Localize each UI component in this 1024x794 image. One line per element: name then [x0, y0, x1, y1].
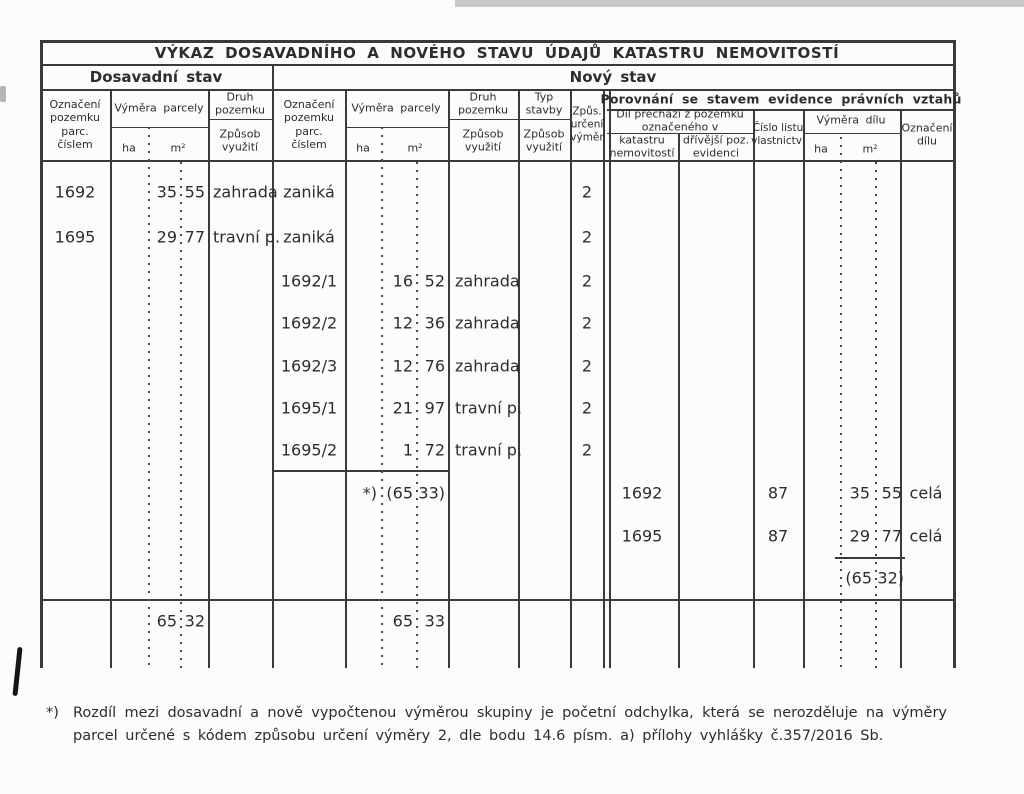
group-sum-m2-hi: (65	[386, 483, 413, 503]
comparison-section-title: Porovnání se stavem evidence právních vztahů	[600, 91, 962, 107]
old-area-dotted-line-1	[148, 127, 150, 668]
determination-method-value: 2	[581, 398, 593, 418]
part-area-m2-lo: 55	[881, 483, 902, 503]
comparison-sum-m2-lo: 32)	[877, 568, 904, 588]
old-parcel-number: 1695	[54, 227, 96, 247]
new-area-m2-hi: 12	[392, 313, 413, 333]
new-landtype-col-divider	[518, 89, 520, 668]
old-area-subdivider	[110, 127, 208, 128]
totals-divider	[40, 599, 956, 601]
part-id-value: celá	[909, 526, 943, 546]
new-area-header: Výměra parcely	[351, 101, 441, 115]
new-parcel-number: 1692/2	[280, 313, 338, 333]
part-id-header: Označení dílu	[901, 121, 953, 148]
new-parcel-col-divider	[345, 89, 347, 668]
new-area-m2-lo: 76	[424, 356, 445, 376]
new-state-section-title: Nový stav	[569, 68, 657, 86]
determination-method-value: 2	[581, 182, 593, 202]
new-parcel-id-header: Označení pozemku parc. číslem	[283, 98, 335, 152]
new-parcel-number: 1695/1	[280, 398, 338, 418]
new-total-m2-lo: 33	[424, 611, 445, 631]
table-right-border	[953, 40, 956, 668]
scan-edge-band	[455, 0, 1024, 7]
part-area-dotted-line-1	[840, 137, 842, 668]
part-from-header: Díl přechází z pozemku označeného v	[616, 107, 744, 134]
old-area-m2-hi: 35	[156, 182, 177, 202]
new-area-m2-hi: 12	[392, 356, 413, 376]
new-parcel-number: 1692/1	[280, 271, 338, 291]
determination-method-value: 2	[581, 440, 593, 460]
old-total-m2-hi: 65	[156, 611, 177, 631]
group-note-marker: *)	[362, 483, 377, 503]
ownership-sheet-value: 87	[767, 483, 789, 503]
cadastre-former-divider	[678, 133, 680, 668]
old-landtype-value: travní p.	[213, 227, 281, 247]
old-area-m2-header: m²	[170, 141, 186, 155]
scan-edge-mark	[0, 86, 6, 102]
cadastre-header: katastru nemovitostí	[609, 133, 675, 160]
new-buildingtype-col-divider	[570, 89, 572, 668]
comparison-cadastre-parcel: 1695	[621, 526, 663, 546]
new-parcel-number: 1692/3	[280, 356, 338, 376]
new-area-dotted-line-1	[381, 127, 383, 668]
old-area-m2-lo: 77	[184, 227, 205, 247]
old-state-section-title: Dosavadní stav	[89, 68, 223, 86]
new-area-m2-lo: 36	[424, 313, 445, 333]
new-area-m2-lo: 72	[424, 440, 445, 460]
new-section-right-border	[603, 89, 605, 668]
new-usage-header: Způsob využití	[462, 127, 504, 154]
new-area-m2-header: m²	[407, 141, 423, 155]
part-id-value: celá	[909, 483, 943, 503]
old-total-m2-lo: 32	[184, 611, 205, 631]
old-landtype-header: Druh pozemku	[215, 90, 265, 117]
new-group-divider	[273, 470, 448, 472]
form-title: VÝKAZ DOSAVADNÍHO A NOVÉHO STAVU ÚDAJŮ KATASTRU NEMOVITOSTÍ	[154, 44, 840, 62]
new-area-m2-hi: 21	[392, 398, 413, 418]
old-parcel-id-header: Označení pozemku parc. číslem	[49, 98, 101, 152]
ownership-sheet-header: Číslo listu vlastnictví	[751, 121, 805, 147]
new-area-m2-hi: 16	[392, 271, 413, 291]
new-landtype-value: zahrada	[455, 271, 520, 291]
comparison-sum-m2-hi: (65	[845, 568, 872, 588]
footnote-text: Rozdíl mezi dosavadní a nově vypočtenou výměrou skupiny je početní odchylka, která se nerozděluje na výměry parcel určené s kódem způsobu určení výměry 2, dle bodu 14.6 písm. a) přílohy vyhlášky č.357/2016 Sb.	[73, 705, 947, 745]
determination-method-value: 2	[581, 313, 593, 333]
new-total-m2-hi: 65	[392, 611, 413, 631]
old-area-dotted-line-2	[180, 162, 182, 668]
new-area-m2-lo: 97	[424, 398, 445, 418]
part-area-m2-header: m²	[862, 142, 878, 156]
part-area-dotted-line-2	[875, 162, 877, 668]
pen-stroke-mark	[12, 647, 22, 696]
table-top-border	[40, 40, 956, 43]
part-area-m2-lo: 77	[881, 526, 902, 546]
part-area-m2-hi: 29	[849, 526, 870, 546]
new-area-ha-header: ha	[356, 141, 370, 155]
new-area-col-divider	[448, 89, 450, 668]
new-landtype-subdivider	[448, 119, 570, 120]
old-area-m2-hi: 29	[156, 227, 177, 247]
determination-method-value: 2	[581, 227, 593, 247]
former-evidence-header: dřívější poz. evidenci	[682, 133, 750, 160]
determination-method-value: 2	[581, 356, 593, 376]
comparison-cadastre-parcel: 1692	[621, 483, 663, 503]
old-area-ha-header: ha	[122, 141, 136, 155]
building-type-header: Typ stavby	[525, 90, 563, 117]
new-landtype-value: zahrada	[455, 313, 520, 333]
old-landtype-subdivider	[208, 119, 273, 120]
ownership-sheet-value: 87	[767, 526, 789, 546]
new-area-m2-hi: 1	[402, 440, 413, 460]
former-sheet-divider	[753, 109, 755, 668]
title-underline	[40, 64, 956, 66]
old-landtype-value: zahrada	[213, 182, 278, 202]
old-area-m2-lo: 55	[184, 182, 205, 202]
old-area-header: Výměra parcely	[114, 101, 204, 115]
new-area-subdivider	[345, 127, 448, 128]
new-landtype-value: zahrada	[455, 356, 520, 376]
old-usage-header: Způsob využití	[219, 127, 261, 154]
determination-method-header: Způs. určení výměr	[570, 105, 604, 144]
sheet-partarea-divider	[803, 109, 805, 668]
building-usage-header: Způsob využití	[523, 127, 565, 154]
part-area-m2-hi: 35	[849, 483, 870, 503]
table-left-border	[40, 40, 43, 668]
new-landtype-header: Druh pozemku	[458, 90, 508, 117]
old-parcel-number: 1692	[54, 182, 96, 202]
determination-method-value: 2	[581, 271, 593, 291]
comparison-sum-divider	[835, 557, 905, 559]
old-new-section-divider	[272, 64, 274, 668]
new-parcel-status: zaniká	[283, 182, 335, 202]
part-area-subdivider	[803, 133, 900, 134]
new-landtype-value: travní p.	[455, 398, 523, 418]
new-parcel-status: zaniká	[283, 227, 335, 247]
old-area-col-divider	[208, 89, 210, 668]
new-area-dotted-line-2	[416, 162, 418, 668]
part-area-header: Výměra dílu	[816, 113, 886, 127]
group-sum-m2-lo: 33)	[418, 483, 445, 503]
new-parcel-number: 1695/2	[280, 440, 338, 460]
new-landtype-value: travní p.	[455, 440, 523, 460]
new-area-m2-lo: 52	[424, 271, 445, 291]
comparison-left-border	[609, 89, 611, 668]
column-header-underline	[40, 160, 956, 162]
old-parcel-col-divider	[110, 89, 112, 668]
part-area-ha-header: ha	[814, 142, 828, 156]
footnote-marker: *)	[46, 705, 59, 721]
